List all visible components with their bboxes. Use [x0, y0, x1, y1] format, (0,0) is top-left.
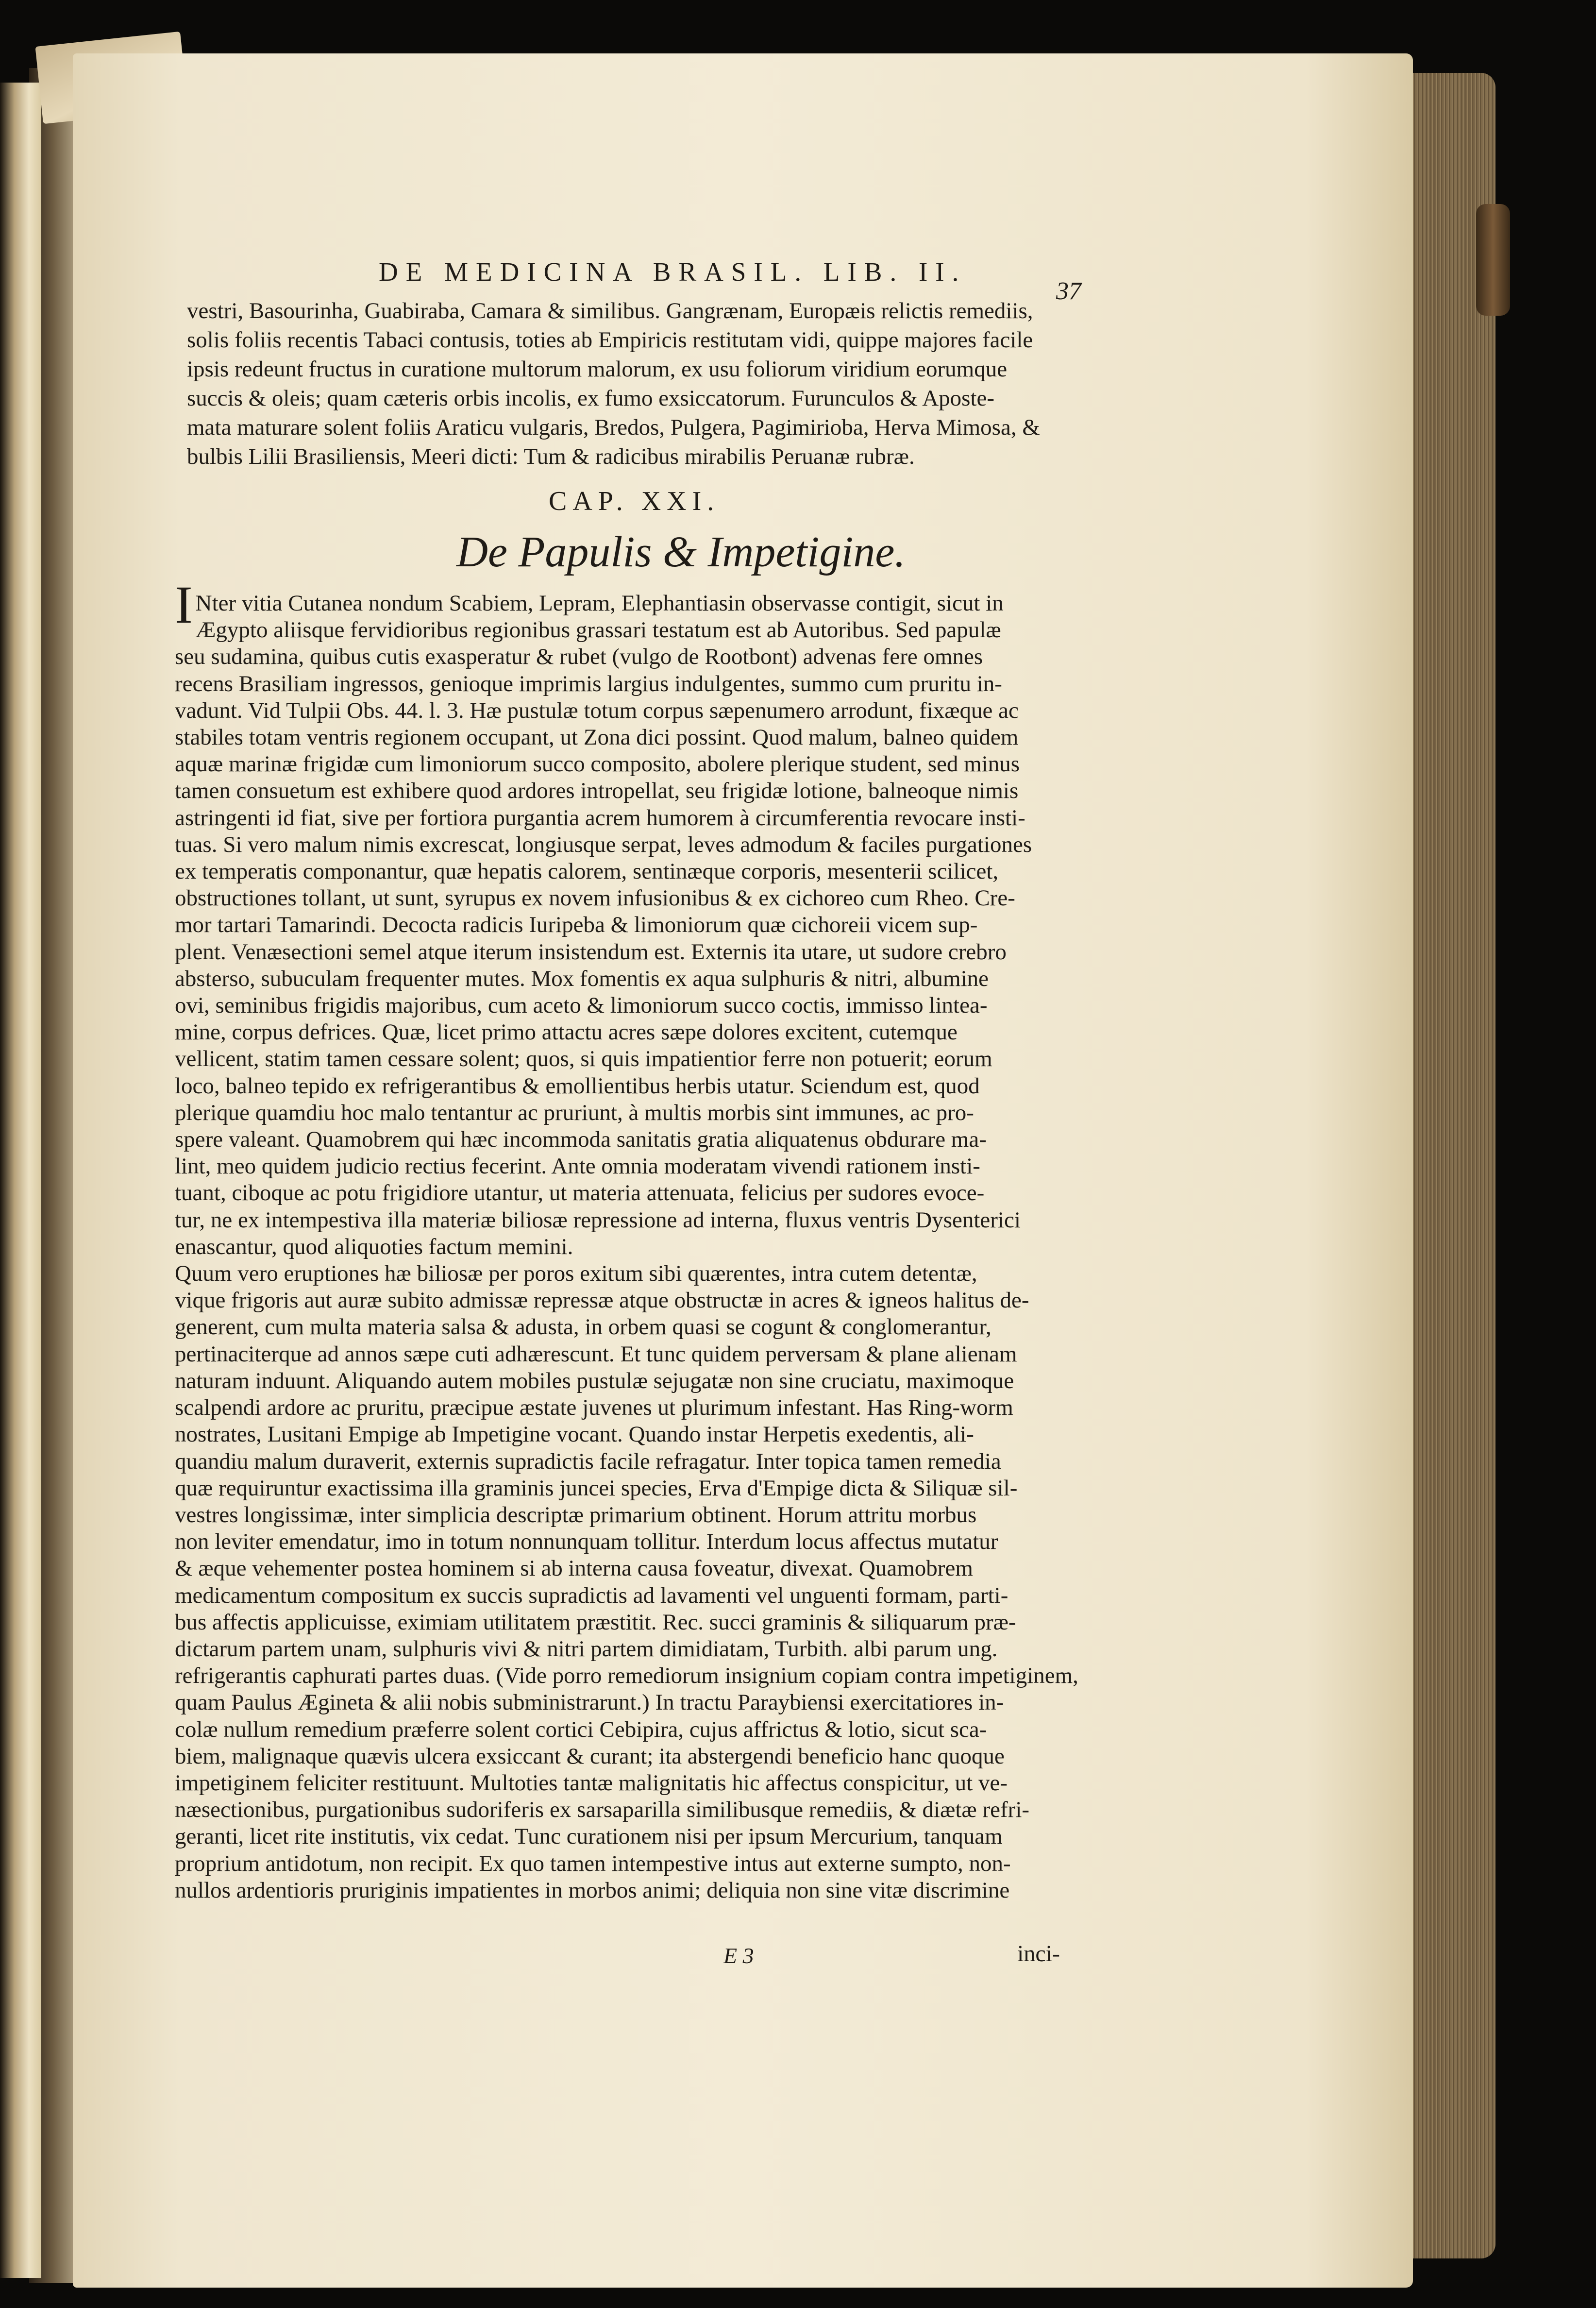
- text-line: aquæ marinæ frigidæ cum limoniorum succo composito, abolere plerique student, sed minus: [175, 751, 1020, 777]
- text-line: vestri, Basourinha, Guabiraba, Camara & similibus. Gangrænam, Europæis relictis remediis,: [187, 298, 1033, 323]
- chapter-heading: CAP. XXI.: [549, 486, 720, 516]
- catchword: inci-: [1017, 1941, 1060, 1967]
- left-page-edge: [0, 83, 41, 2278]
- text-line: nullos ardentioris pruriginis impatientes in morbos animi; deliquia non sine vitæ discrimine: [175, 1877, 1010, 1903]
- text-line: colæ nullum remedium præferre solent cortici Cebipira, cujus affrictus & lotio, sicut sca-: [175, 1716, 987, 1742]
- chapter-title: De Papulis & Impetigine.: [456, 528, 906, 576]
- running-head: DE MEDICINA BRASIL. LIB. II.: [379, 257, 967, 287]
- text-line: scalpendi ardore ac pruritu, præcipue æstate juvenes ut plurimum infestant. Has Ring-worm: [175, 1395, 1013, 1421]
- text-line: & æque vehementer postea hominem si ab interna causa foveatur, divexat. Quamobrem: [175, 1556, 973, 1581]
- continued-paragraph: [187, 296, 1090, 471]
- main-text: [175, 575, 1088, 1904]
- text-line: vellicent, statim tamen cessare solent; quos, si quis impatientior ferre non potuerit; eorum: [175, 1046, 992, 1072]
- text-line: succis & oleis; quam cæteris orbis incolis, ex fumo exsiccatorum. Furunculos & Aposte-: [187, 386, 995, 411]
- text-line: mine, corpus defrices. Quæ, licet primo attactu acres sæpe dolores excitent, cutemque: [175, 1019, 958, 1045]
- text-line: vique frigoris aut auræ subito admissæ repressæ atque obstructæ in acres & igneos halitus de-: [175, 1288, 1029, 1313]
- text-line: recens Brasiliam ingressos, genioque imprimis largius indulgentes, summo cum pruritu in-: [175, 671, 1002, 696]
- signature-mark: E 3: [723, 1943, 754, 1968]
- text-line: lint, meo quidem judicio rectius fecerint. Ante omnia moderatam vivendi rationem insti-: [175, 1154, 980, 1179]
- text-line: astringenti id fiat, sive per fortiora purgantia acrem humorem à circumferentia revocare insti-: [175, 805, 1025, 831]
- fore-edge: [1408, 73, 1495, 2258]
- text-line: Nter vitia Cutanea nondum Scabiem, Lepram, Elephantiasin observasse contigit, sicut in: [195, 591, 1004, 616]
- text-line: pertinaciterque ad annos sæpe cuti adhærescunt. Et tunc quidem perversam & plane alienam: [175, 1341, 1017, 1367]
- text-line: ex temperatis componantur, quæ hepatis calorem, sentinæque corporis, mesenterii scilicet,: [175, 859, 999, 884]
- text-line: seu sudamina, quibus cutis exasperatur & rubet (vulgo de Rootbont) advenas fere omnes: [175, 644, 983, 670]
- text-line: vadunt. Vid Tulpii Obs. 44. l. 3. Hæ pustulæ totum corpus sæpenumero arrodunt, fixæque ac: [175, 697, 1019, 723]
- text-line: tamen consuetum est exhibere quod ardores intropellat, seu frigidæ lotione, balneoque nimis: [175, 778, 1019, 804]
- text-line: stabiles totam ventris regionem occupant, ut Zona dici possint. Quod malum, balneo quidem: [175, 725, 1019, 750]
- text-line: absterso, subuculam frequenter mutes. Mox fomentis ex aqua sulphuris & nitri, albumine: [175, 966, 989, 991]
- text-line: impetiginem feliciter restituunt. Multoties tantæ malignitatis hic affectus conspicitur, ut ve-: [175, 1770, 1008, 1796]
- text-line: quæ requiruntur exactissima illa graminis juncei species, Erva d'Empige dicta & Siliquæ sil-: [175, 1475, 1018, 1501]
- text-line: biem, malignaque quævis ulcera exsiccant & curant; ita abstergendi beneficio hanc quoque: [175, 1743, 1005, 1769]
- text-line: generent, cum multa materia salsa & adusta, in orbem quasi se cogunt & conglomerantur,: [175, 1314, 991, 1340]
- text-line: loco, balneo tepido ex refrigerantibus & emollientibus herbis utatur. Sciendum est, quod: [175, 1073, 980, 1099]
- text-line: tur, ne ex intempestiva illa materiæ biliosæ repressione ad interna, fluxus ventris Dysenterici: [175, 1207, 1021, 1233]
- text-line: mata maturare solent foliis Araticu vulgaris, Bredos, Pulgera, Pagimirioba, Herva Mimosa, &: [187, 415, 1040, 440]
- page-number: 37: [1056, 277, 1081, 305]
- text-line: proprium antidotum, non recipit. Ex quo tamen intempestive intus aut externe sumpto, non-: [175, 1850, 1011, 1876]
- text-line: obstructiones tollant, ut sunt, syrupus ex novem infusionibus & ex cichoreo cum Rheo. Cre-: [175, 885, 1015, 911]
- text-line: bus affectis applicuisse, eximiam utilitatem præstitit. Rec. succi graminis & siliquarum præ-: [175, 1609, 1016, 1635]
- text-line: plerique quamdiu hoc malo tentantur ac pruriunt, à multis morbis sint immunes, ac pro-: [175, 1100, 974, 1125]
- text-line: ipsis redeunt fructus in curatione multorum malorum, ex usu foliorum viridium eorumque: [187, 356, 1008, 382]
- text-line: tuant, ciboque ac potu frigidiore utantur, ut materia attenuata, felicius per sudores evoce-: [175, 1180, 985, 1206]
- text-line: plent. Venæsectioni semel atque iterum insistendum est. Externis ita utare, ut sudore crebro: [175, 939, 1007, 965]
- text-line: næsectionibus, purgationibus sudoriferis ex sarsaparilla similibusque remediis, & diætæ refri-: [175, 1797, 1030, 1823]
- text-line: tuas. Si vero malum nimis excrescat, longiusque serpat, leves admodum & faciles purgationes: [175, 832, 1032, 857]
- text-line: refrigerantis caphurati partes duas. (Vide porro remediorum insignium copiam contra impetiginem,: [175, 1663, 1078, 1689]
- text-line: enascantur, quod aliquoties factum memini.: [175, 1234, 573, 1259]
- drop-cap: I: [175, 575, 193, 634]
- text-line: Ægypto aliisque fervidioribus regionibus grassari testatum est ab Autoribus. Sed papulæ: [195, 617, 1001, 643]
- text-line: dictarum partem unam, sulphuris vivi & nitri partem dimidiatam, Turbith. albi parum ung.: [175, 1636, 998, 1662]
- text-line: nostrates, Lusitani Empige ab Impetigine vocant. Quando instar Herpetis exedentis, ali-: [175, 1422, 974, 1447]
- binding-tie: [1476, 204, 1510, 316]
- text-line: spere valeant. Quamobrem qui hæc incommoda sanitatis gratia aliquatenus obdurare ma-: [175, 1127, 987, 1153]
- text-line: mor tartari Tamarindi. Decocta radicis Iuripeba & limoniorum quæ cichoreii vicem sup-: [175, 912, 978, 938]
- text-line: medicamentum compositum ex succis supradictis ad lavamenti vel unguenti formam, parti-: [175, 1582, 1008, 1608]
- text-line: vestres longissimæ, inter simplicia descriptæ primarium obtinent. Horum attritu morbus: [175, 1502, 977, 1527]
- text-line: quam Paulus Ægineta & alii nobis subministrarunt.) In tractu Paraybiensi exercitatiores in-: [175, 1690, 1004, 1715]
- text-line: bulbis Lilii Brasiliensis, Meeri dicti: Tum & radicibus mirabilis Peruanæ rubræ.: [187, 444, 915, 469]
- text-line: non leviter emendatur, imo in totum nonnunquam tollitur. Interdum locus affectus mutatur: [175, 1529, 998, 1555]
- text-line: Quum vero eruptiones hæ biliosæ per poros exitum sibi quærentes, intra cutem detentæ,: [175, 1261, 977, 1287]
- text-line: geranti, licet rite institutis, vix cedat. Tunc curationem nisi per ipsum Mercurium, tanquam: [175, 1824, 1003, 1850]
- text-line: solis foliis recentis Tabaci contusis, toties ab Empiricis restitutam vidi, quippe majores facile: [187, 327, 1033, 353]
- text-line: ovi, seminibus frigidis majoribus, cum aceto & limoniorum succo coctis, immisso lintea-: [175, 993, 988, 1018]
- text-line: naturam induunt. Aliquando autem mobiles pustulæ sejugatæ non sine cruciatu, maximoque: [175, 1368, 1014, 1393]
- text-line: quandiu malum duraverit, externis supradictis facile refragatur. Inter topica tamen remedia: [175, 1448, 1001, 1474]
